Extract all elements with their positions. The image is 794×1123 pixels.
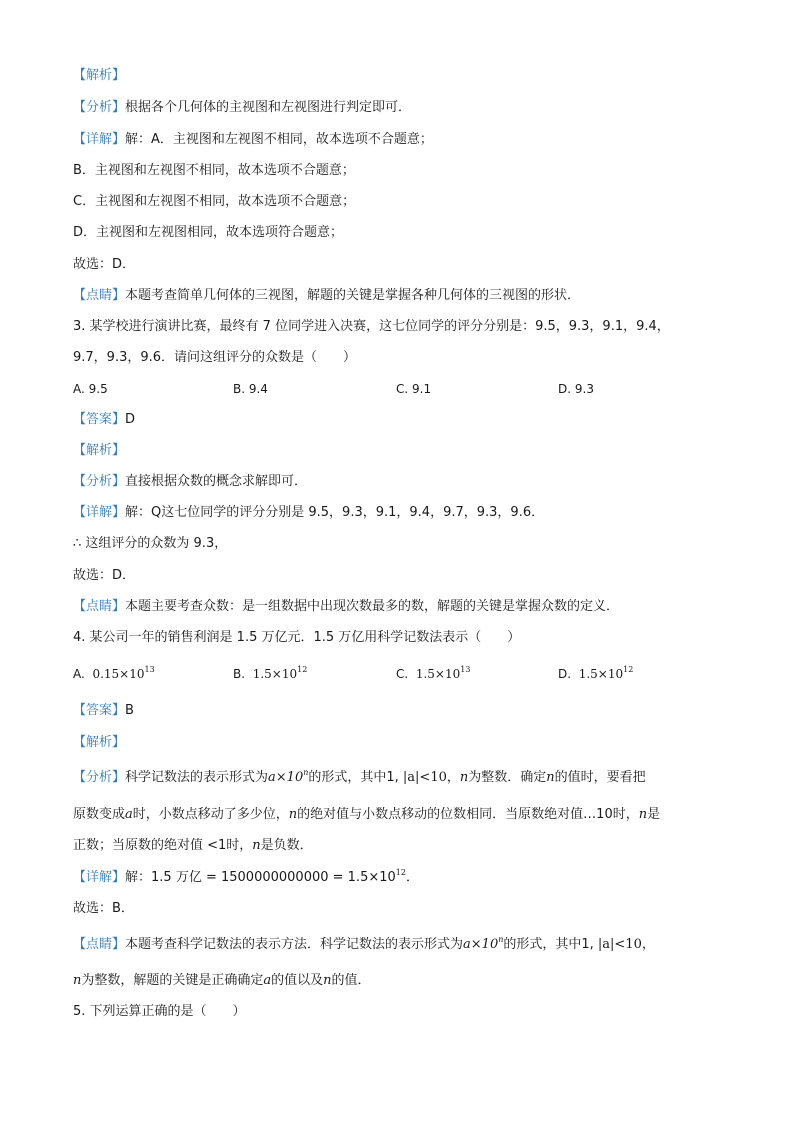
q4-option-c: C. $1.5\times 10^{13}$ bbox=[396, 665, 471, 681]
choice-line: 故选：D． bbox=[73, 257, 136, 272]
q3-option-a: A. 9.5 bbox=[73, 382, 108, 396]
q4-analysis-line3: 正数；当原数的绝对值 <1时，n是负数． bbox=[73, 838, 313, 853]
q3-analysis: 【分析】直接根据众数的概念求解即可． bbox=[73, 474, 308, 489]
q3-stem-line1: 3. 某学校进行演讲比赛，最终有 7 位同学进入决赛，这七位同学的评分分别是：9.5，9.3，9.1，9.4， bbox=[73, 319, 670, 334]
detail-line: 【详解】解：A．主视图和左视图不相同，故本选项不合题意； bbox=[73, 132, 433, 147]
q3-stem-line2: 9.7，9.3，9.6．请问这组评分的众数是（ ） bbox=[73, 350, 357, 365]
q3-option-b: B. 9.4 bbox=[233, 382, 268, 396]
q4-option-d: D. $1.5\times 10^{12}$ bbox=[558, 665, 634, 681]
analysis-line: 【分析】根据各个几何体的主视图和左视图进行判定即可． bbox=[73, 100, 412, 115]
q4-stem: 4. 某公司一年的销售利润是 1.5 万亿元．1.5 万亿用科学记数法表示（ ） bbox=[73, 630, 521, 645]
jiexi-heading: 【解析】 bbox=[73, 68, 126, 83]
q4-detail: 【详解】解：1.5 万亿 = $1500000000000 = 1.5\times 10^{12}$． bbox=[73, 868, 419, 885]
q5-stem: 5. 下列运算正确的是（ ） bbox=[73, 1004, 246, 1019]
q4-choose: 故选：B． bbox=[73, 901, 134, 916]
q3-detail: 【详解】解：Q这七位同学的评分分别是 9.5，9.3，9.1，9.4，9.7，9.3，9.6． bbox=[73, 505, 545, 520]
q4-answer: 【答案】B bbox=[73, 703, 134, 718]
q4-comment-line1: 【点睛】本题考查科学记数法的表示方法．科学记数法的表示形式为$a\times 10^n$的形式，其中1, |a|<10， bbox=[73, 935, 655, 952]
q4-analysis-line1: 【分析】科学记数法的表示形式为$a\times 10^n$的形式，其中1, |a|<10，n为整数．确定n的值时，要看把 bbox=[73, 768, 646, 785]
q4-jiexi-heading: 【解析】 bbox=[73, 735, 126, 750]
q3-comment: 【点睛】本题主要考查众数：是一组数据中出现次数最多的数，解题的关键是掌握众数的定义． bbox=[73, 599, 620, 614]
q3-option-d: D. 9.3 bbox=[558, 382, 594, 396]
q3-therefore: ∴ 这组评分的众数为 9.3， bbox=[73, 536, 228, 551]
q4-analysis-line2: 原数变成a时，小数点移动了多少位，n的绝对值与小数点移动的位数相同．当原数绝对值…10时，n是 bbox=[73, 807, 661, 822]
q3-option-c: C. 9.1 bbox=[396, 382, 432, 396]
detail-line-b: B．主视图和左视图不相同，故本选项不合题意； bbox=[73, 163, 355, 178]
q4-option-a: A. $0.15\times 10^{13}$ bbox=[73, 665, 155, 681]
q3-jiexi-heading: 【解析】 bbox=[73, 443, 126, 458]
q4-option-b: B. $1.5\times 10^{12}$ bbox=[233, 665, 308, 681]
detail-line-c: C．主视图和左视图不相同，故本选项不合题意； bbox=[73, 194, 356, 209]
q3-answer: 【答案】D bbox=[73, 412, 136, 427]
detail-line-d: D．主视图和左视图相同，故本选项符合题意； bbox=[73, 225, 344, 240]
comment-line: 【点睛】本题考查简单几何体的三视图，解题的关键是掌握各种几何体的三视图的形状． bbox=[73, 288, 581, 303]
q3-choose: 故选：D． bbox=[73, 568, 136, 583]
q4-comment-line2: n为整数，解题的关键是正确确定a的值以及n的值． bbox=[73, 973, 371, 988]
